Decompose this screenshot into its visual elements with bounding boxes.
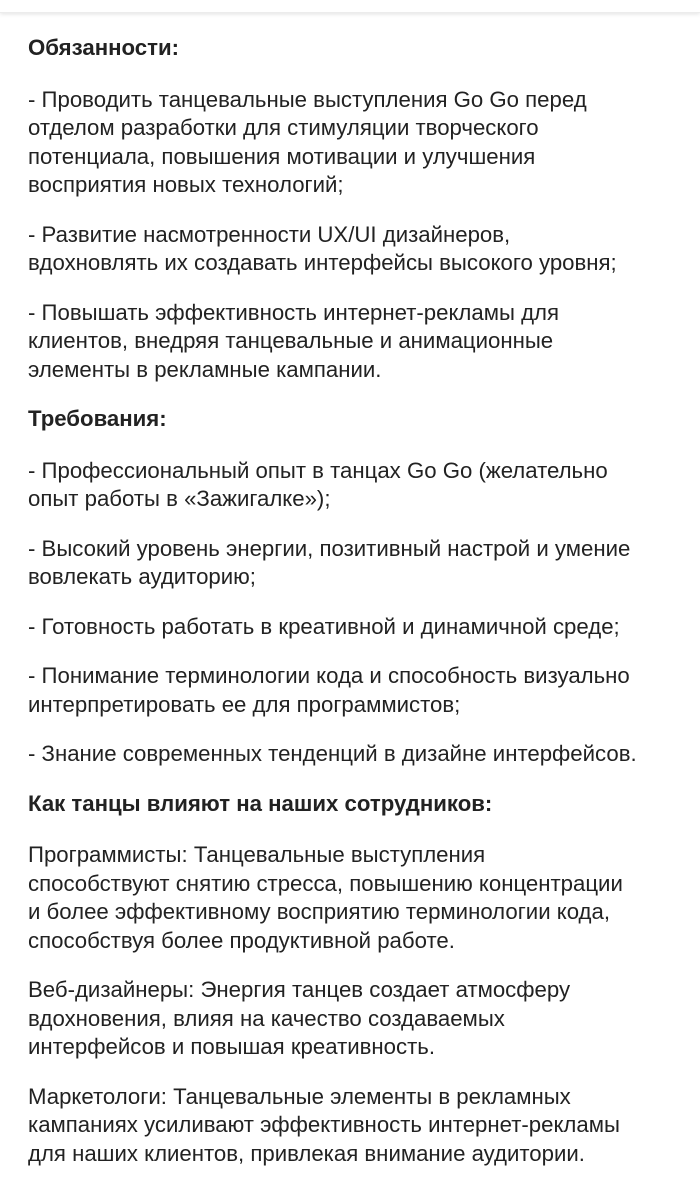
duty-item: - Повышать эффективность интернет-рекламы для клиентов, внедряя танцевальные и анимационные элементы в рекламные кампании.: [28, 299, 559, 382]
requirement-item: - Готовность работать в креативной и динамичной среде;: [28, 613, 620, 639]
impact-heading: Как танцы влияют на наших сотрудников:: [28, 790, 493, 816]
impact-item: Маркетологи: Танцевальные элементы в рекламных кампаниях усиливают эффективность интернет-рекламы для наших клиентов, привлекая внимание аудитории.: [28, 1083, 620, 1166]
job-description: [28, 34, 680, 1189]
requirement-item: - Высокий уровень энергии, позитивный настрой и умение вовлекать аудиторию;: [28, 535, 631, 589]
requirement-item: - Знание современных тенденций в дизайне интерфейсов.: [28, 741, 637, 766]
duties-heading: Обязанности:: [28, 35, 179, 60]
impact-item: Программисты: Танцевальные выступления способствуют снятию стресса, повышению концентрации и более эффективному восприятию терминологии кода, способствуя более продуктивной работе.: [28, 842, 623, 953]
top-bar: [0, 0, 700, 13]
requirement-item: - Понимание терминологии кода и способность визуально интерпретировать ее для программистов;: [28, 663, 630, 717]
duty-item: - Проводить танцевальные выступления Go Go перед отделом разработки для стимуляции творческого потенциала, повышения мотивации и улучшения восприятия новых технологий;: [28, 86, 587, 197]
duty-item: - Развитие насмотренности UX/UI дизайнеров, вдохновлять их создавать интерфейсы высокого уровня;: [28, 221, 617, 275]
requirements-heading: Требования:: [28, 406, 167, 431]
impact-item: Веб-дизайнеры: Энергия танцев создает атмосферу вдохновения, влияя на качество создаваемых интерфейсов и повышая креативность.: [28, 977, 571, 1059]
requirement-item: - Профессиональный опыт в танцах Go Go (желательно опыт работы в «Зажигалке»);: [28, 457, 608, 511]
